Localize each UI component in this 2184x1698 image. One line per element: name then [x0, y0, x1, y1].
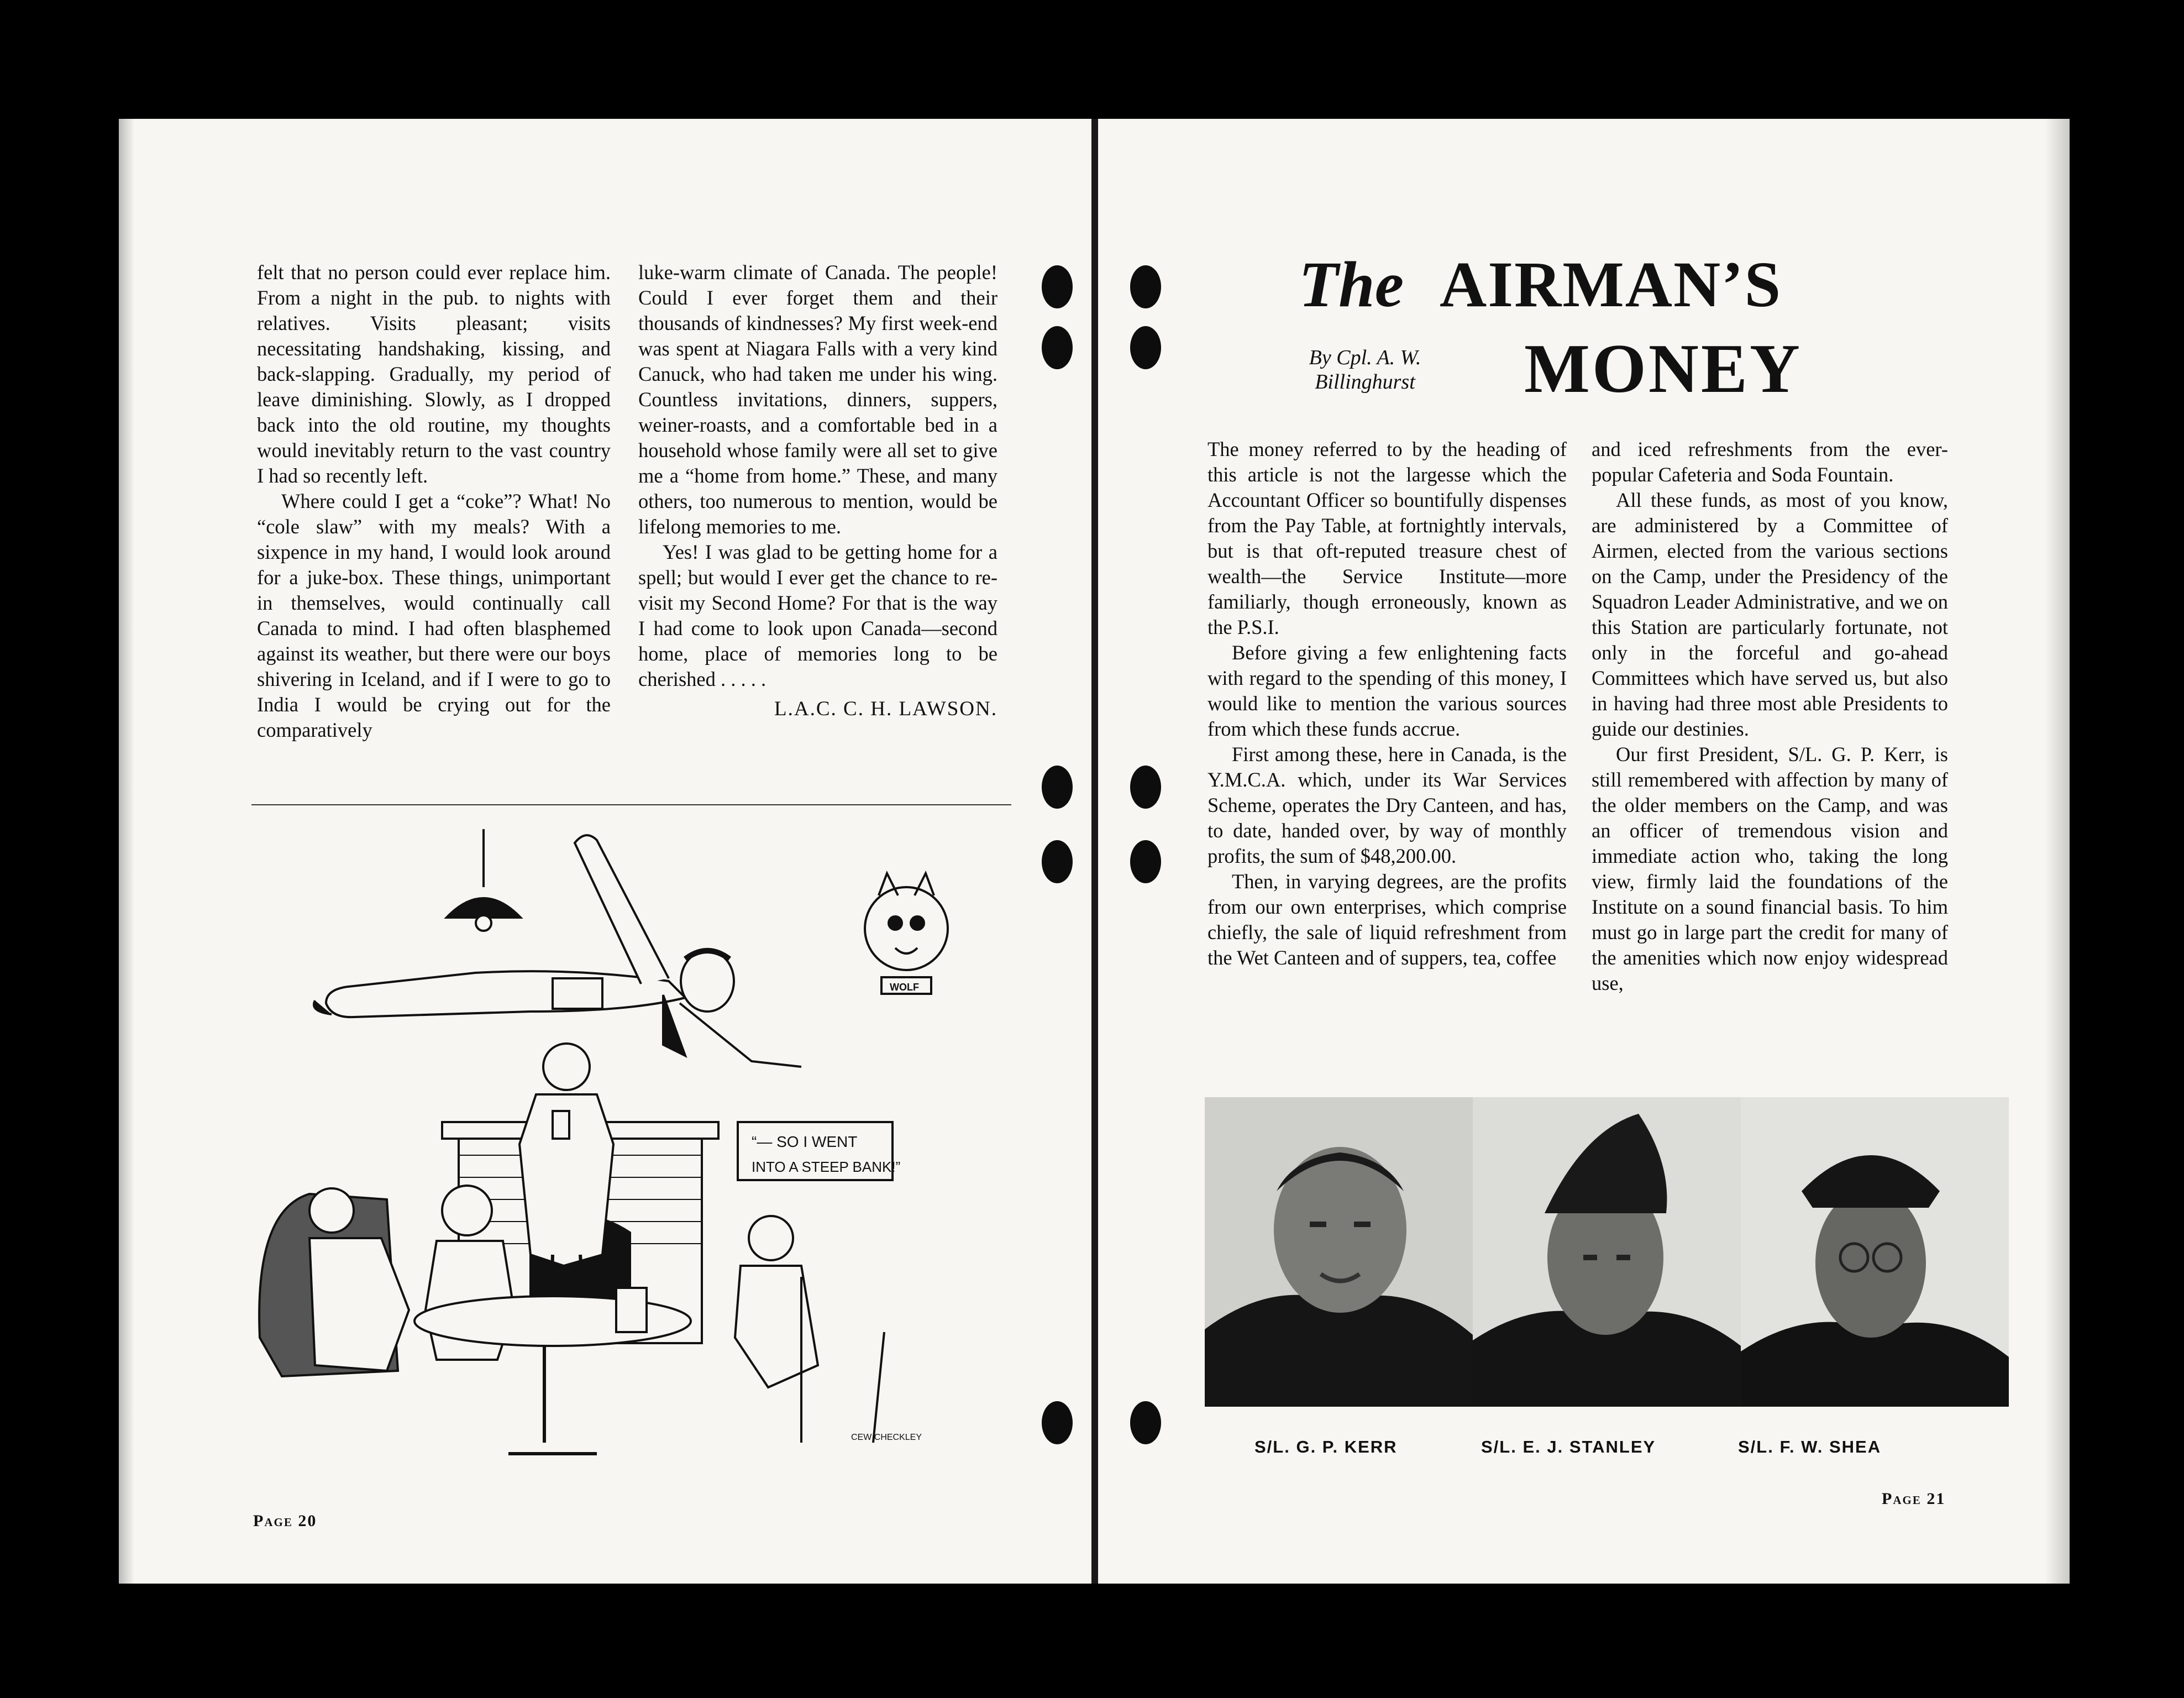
binder-hole [1042, 265, 1073, 308]
paragraph: felt that no person could ever replace him. From a night in the pub. to nights with relatives. Visits pleasant; visits necessitating handshaking, kissing, and back-slapping. Gradually, my period of leave diminishing. Slowly, as I dropped back into the old routine, my thoughts would inevitably return to the vast country I had so recently left. [257, 261, 611, 487]
speech-line-1: “— SO I WENT [752, 1133, 858, 1150]
paragraph: Before giving a few enlightening facts with regard to the spending of this money, I would like to mention the various sources from which these funds accrue. [1208, 641, 1567, 740]
left-column-2 [638, 260, 998, 722]
byline [1282, 345, 1448, 394]
paragraph: Our first President, S/L. G. P. Kerr, is still remembered with affection by many of the older members on the Camp, and was an officer of tremendous vision and immediate action who, taking the long view, firmly laid the foundations of the Institute on a sound financial basis. To him must go in large part the credit for many of the amenities which now enjoy widespread use, [1592, 743, 1948, 994]
speech-line-2: INTO A STEEP BANK!” [752, 1159, 901, 1175]
right-page-edge [2045, 119, 2070, 1584]
book-spine [1091, 119, 1098, 1584]
byline-line-2: Billinghurst [1315, 370, 1415, 394]
right-column-2 [1592, 437, 1948, 996]
title-the: The [1299, 248, 1404, 321]
wolf-badge [865, 873, 948, 994]
binder-hole [1130, 840, 1161, 883]
title-money: MONEY [1524, 331, 1802, 407]
left-page-edge [119, 119, 134, 1584]
paragraph: All these funds, as most of you know, are administered by a Committee of Airmen, elected from the various sections on the Camp, under the Presidency of the Squadron Leader Administrative, and we on this Station are particularly fortunate, not only in the forceful and go-ahead Committees which have served us, but also in having had three most able Presidents to guide our destinies. [1592, 489, 1948, 740]
floating-airman [314, 835, 801, 1067]
paragraph: First among these, here in Canada, is the Y.M.C.A. which, under its War Services Scheme, operates the Dry Canteen, and has, to date, handed over, by way of monthly profits, the sum of $48,200.00. [1208, 743, 1567, 867]
binder-hole [1042, 1401, 1073, 1444]
right-column-1 [1208, 437, 1567, 971]
binder-hole [1130, 326, 1161, 369]
round-table [414, 1288, 691, 1454]
paragraph: The money referred to by the heading of this article is not the largesse which the Accountant Officer so bountifully dispenses from the Pay Table, at fortnightly intervals, but is that oft-reputed treasure chest of wealth—the Service Institute—more familiarly, though erroneously, known as the P.S.I. [1208, 438, 1567, 638]
binder-hole [1042, 840, 1073, 883]
paragraph: Where could I get a “coke”? What! No “cole slaw” with my meals? With a sixpence in my hand, I would look around for a juke-box. These things, unimportant in themselves, would continually call Canada to mind. I had often blasphemed against its weather, but there were our boys shivering in Iceland, and if I were to go to India I would be crying out for the comparatively [257, 490, 611, 741]
portrait-stanley [1473, 1097, 1741, 1407]
right-seated-man [735, 1216, 884, 1443]
binder-hole [1130, 766, 1161, 809]
armchair-man [259, 1188, 409, 1376]
divider-rule [251, 804, 1011, 805]
page-number: Page 21 [1882, 1490, 1946, 1508]
badge-label: WOLF [890, 982, 919, 993]
lamp-bulb [476, 915, 491, 931]
cartoon-illustration [243, 813, 995, 1481]
binder-hole [1130, 1401, 1161, 1444]
title-airmans: AIRMAN’S [1440, 248, 1782, 321]
left-column-1 [257, 260, 611, 743]
author-signature: L.A.C. C. H. LAWSON. [774, 698, 998, 720]
caption-stanley: S/L. E. J. STANLEY [1481, 1437, 1656, 1456]
binder-hole [1130, 265, 1161, 308]
caption-kerr: S/L. G. P. KERR [1254, 1437, 1398, 1456]
paragraph: luke-warm climate of Canada. The people! Could I ever forget them and their thousands of kindnesses? My first week-end was spent at Niagara Falls with a very kind Canuck, who had taken me under his wing. Countless invitations, dinners, suppers, weiner-roasts, and a comfortable bed in a household whose family were all set to give me a “home from home.” These, and many others, too numerous to mention, would be lifelong memories to me. [638, 261, 998, 538]
portrait-shea [1741, 1097, 2009, 1407]
byline-line-1: By Cpl. A. W. [1309, 346, 1421, 369]
binder-hole [1042, 326, 1073, 369]
binder-hole [1042, 766, 1073, 809]
artist-signature: CEW CHECKLEY [851, 1433, 922, 1442]
caption-shea: S/L. F. W. SHEA [1738, 1437, 1882, 1456]
paragraph: Yes! I was glad to be getting home for a spell; but would I ever get the chance to re-visit my Second Home? For that is the way I had come to look upon Canada—second home, place of memories long to be cherished . . . . . [638, 541, 998, 690]
portrait-strip [1205, 1097, 2009, 1407]
paragraph: Then, in varying degrees, are the profits from our own enterprises, which comprise chiefly, the sale of liquid refreshment from the Wet Canteen and of suppers, tea, coffee [1208, 870, 1567, 969]
paragraph: and iced refreshments from the ever-popular Cafeteria and Soda Fountain. [1592, 438, 1948, 486]
portrait-kerr [1205, 1097, 1473, 1407]
page-number: Page 20 [253, 1512, 317, 1530]
